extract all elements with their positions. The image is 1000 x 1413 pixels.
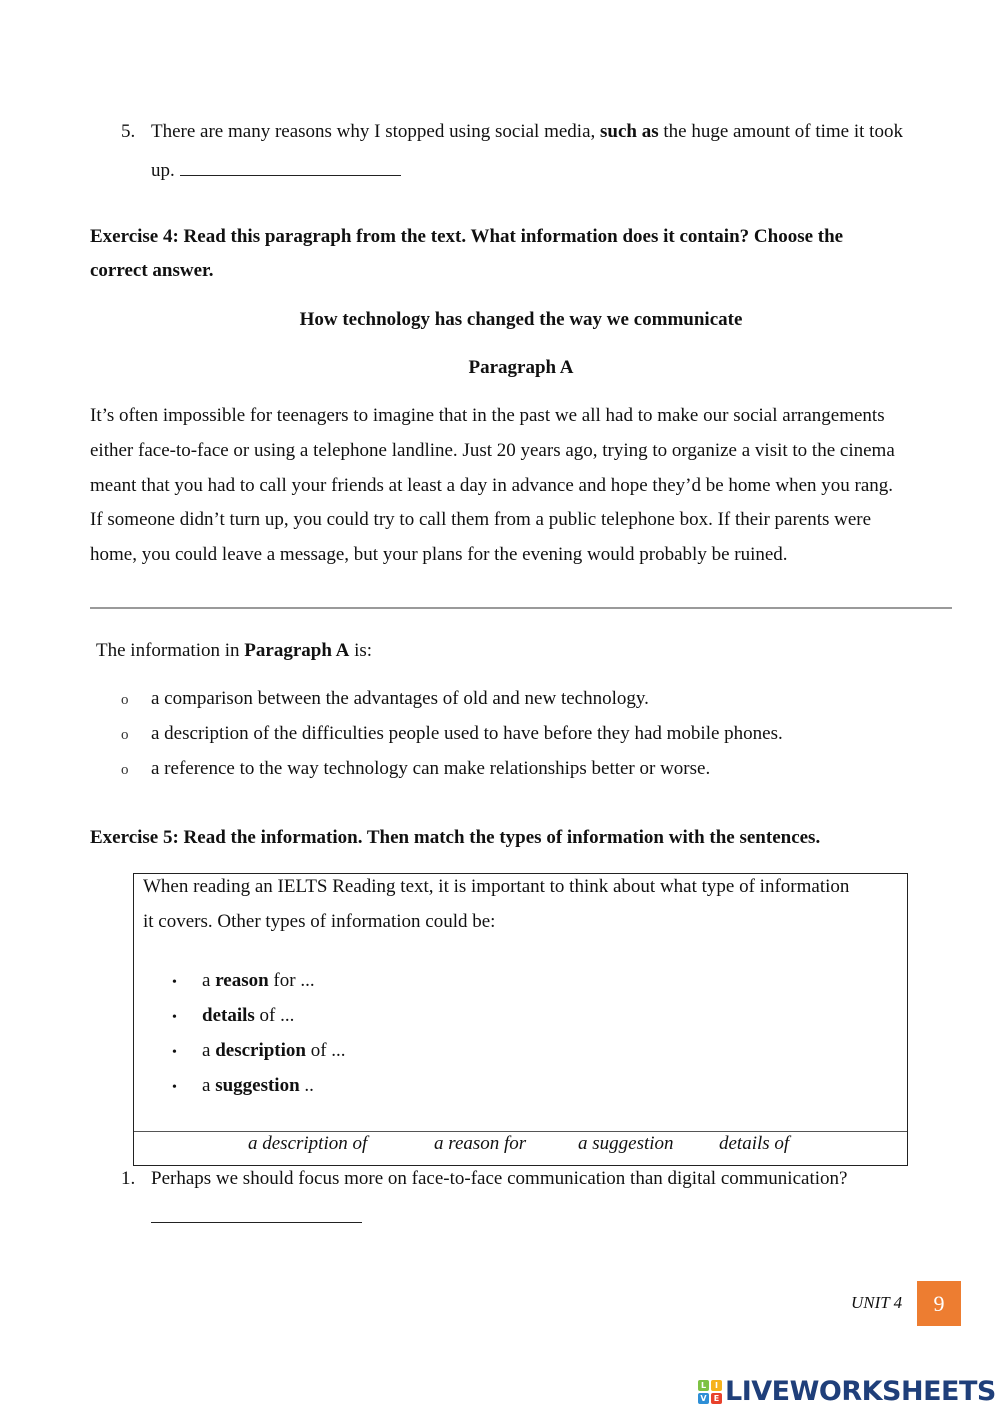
bullet-icon: •	[172, 1080, 177, 1095]
question-5-text-end: the huge amount of time it took	[658, 121, 903, 142]
question-5-keyword: such as	[600, 121, 659, 142]
answer-option-0[interactable]	[121, 688, 649, 711]
answer-option-2[interactable]	[121, 758, 710, 781]
liveworksheets-logo	[698, 1378, 996, 1406]
page-number-badge: 9	[917, 1281, 961, 1326]
question-5-text	[151, 121, 903, 143]
word-bank-item[interactable]: a reason for	[434, 1133, 527, 1154]
bullet-keyword: reason	[215, 970, 269, 991]
info-type-bullet	[172, 1040, 346, 1064]
word-bank-divider	[134, 1131, 907, 1132]
word-bank-item[interactable]: a suggestion	[578, 1133, 674, 1154]
paragraph-a-line: home, you could leave a message, but your plans for the evening would probably be ruined.	[90, 544, 788, 565]
horizontal-divider	[90, 607, 952, 609]
bullet-text-end: ..	[299, 1075, 314, 1096]
logo-square-v: V	[698, 1393, 709, 1404]
question-1-text: Perhaps we should focus more on face-to-face communication than digital communication?	[151, 1168, 848, 1189]
info-type-bullet	[172, 970, 315, 994]
bullet-text: a	[202, 1075, 216, 1096]
bullet-icon: •	[172, 975, 177, 990]
information-box	[133, 873, 908, 1166]
bullet-text: a	[202, 970, 216, 991]
logo-square-e: E	[711, 1393, 722, 1404]
info-type-bullet	[172, 1075, 314, 1099]
bullet-text-end: of ...	[305, 1040, 346, 1061]
info-box-text: When reading an IELTS Reading text, it is important to think about what type of information	[143, 876, 850, 897]
paragraph-label: Paragraph A	[468, 357, 574, 378]
exercise-4-title: Exercise 4: Read this paragraph from the text. What information does it contain? Choose the	[90, 226, 844, 247]
info-type-bullet	[172, 1005, 294, 1029]
paragraph-a-line: meant that you had to call your friends at least a day in advance and hope they’d be home when you rang.	[90, 475, 894, 496]
bullet-text: a	[202, 1040, 216, 1061]
paragraph-a-line: either face-to-face or using a telephone landline. Just 20 years ago, trying to organize a visit to the cinema	[90, 440, 895, 461]
question-5-line-2	[151, 157, 401, 182]
radio-circle-icon[interactable]: o	[121, 762, 129, 778]
question-prompt	[96, 640, 372, 662]
unit-label: UNIT 4	[851, 1293, 903, 1312]
question-1-number: 1.	[121, 1168, 136, 1189]
bullet-keyword: details	[202, 1005, 255, 1026]
bullet-text-end: for ...	[268, 970, 315, 991]
prompt-text: The information in	[96, 640, 245, 661]
bullet-keyword: description	[215, 1040, 306, 1061]
question-5-answer-blank[interactable]	[180, 157, 401, 176]
option-label: a description of the difficulties people used to have before they had mobile phones.	[151, 723, 783, 744]
prompt-bold: Paragraph A	[244, 640, 350, 661]
bullet-icon: •	[172, 1010, 177, 1025]
logo-square-i: I	[711, 1380, 722, 1391]
prompt-text-end: is:	[349, 640, 373, 661]
radio-circle-icon[interactable]: o	[121, 727, 129, 743]
answer-option-1[interactable]	[121, 723, 783, 746]
exercise-5-title: Exercise 5: Read the information. Then match the types of information with the sentences.	[90, 827, 821, 848]
info-box-text-continued: it covers. Other types of information could be:	[143, 911, 496, 932]
question-5-text-continued: up.	[151, 160, 180, 181]
question-5-text-start: There are many reasons why I stopped using social media,	[151, 121, 601, 142]
word-bank-item[interactable]: details of	[719, 1133, 790, 1154]
option-label: a comparison between the advantages of old and new technology.	[151, 688, 649, 709]
option-label: a reference to the way technology can make relationships better or worse.	[151, 758, 711, 779]
question-1-answer-blank[interactable]	[151, 1222, 362, 1223]
bullet-keyword: suggestion	[215, 1075, 300, 1096]
paragraph-a-line: If someone didn’t turn up, you could try to call them from a public telephone box. If their parents were	[90, 509, 872, 530]
word-bank-item[interactable]: a description of	[248, 1133, 368, 1154]
bullet-text-end: of ...	[254, 1005, 295, 1026]
exercise-4-title-continued: correct answer.	[90, 260, 214, 281]
logo-square-l: L	[698, 1380, 709, 1391]
radio-circle-icon[interactable]: o	[121, 692, 129, 708]
question-5-number: 5.	[121, 121, 136, 142]
paragraph-a-line: It’s often impossible for teenagers to imagine that in the past we all had to make our social arrangements	[90, 405, 885, 426]
logo-wordmark: LIVEWORKSHEETS	[725, 1376, 996, 1407]
logo-squares-icon	[698, 1380, 722, 1404]
bullet-icon: •	[172, 1045, 177, 1060]
article-title: How technology has changed the way we communicate	[299, 309, 743, 330]
